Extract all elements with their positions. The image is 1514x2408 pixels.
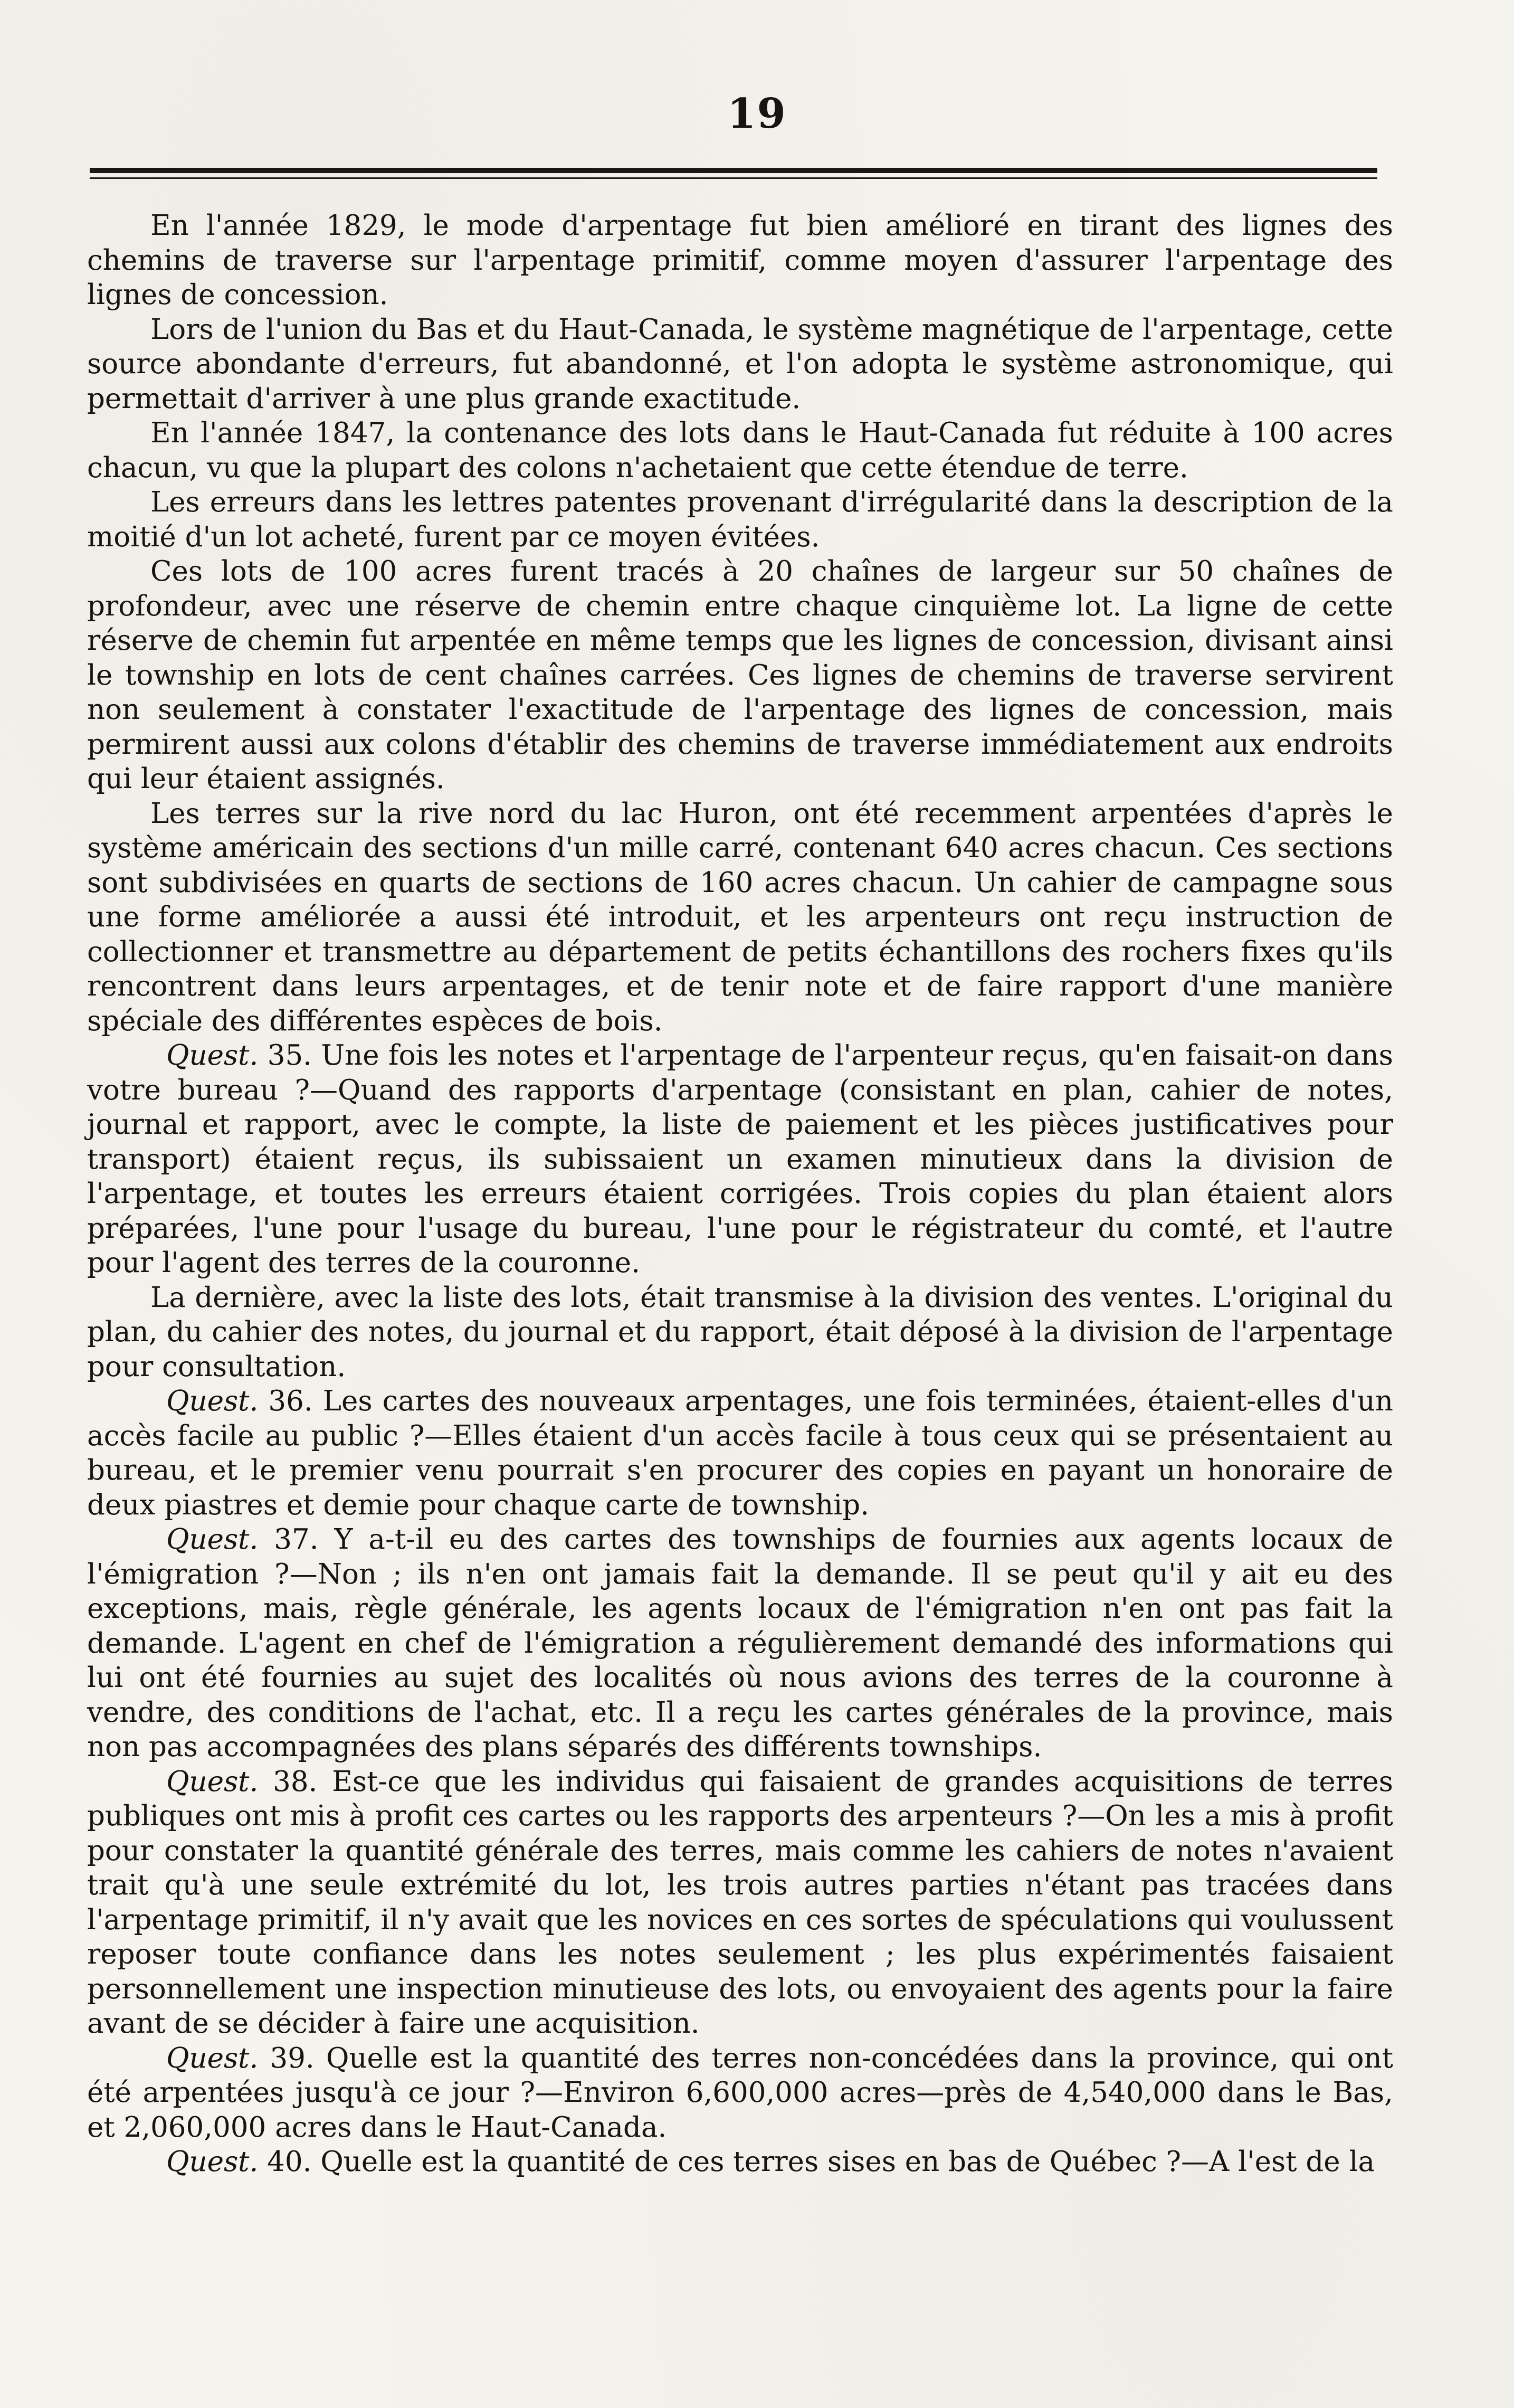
question-text: Quelle est la quantité de ces terres sises en bas de Québec ?—A l'est de la (320, 2146, 1375, 2178)
header-rule-thick (90, 168, 1377, 173)
question-number: 35. (267, 1039, 312, 1072)
question-label: Quest. (166, 1039, 259, 1072)
paragraph: Lors de l'union du Bas et du Haut-Canada, le système magnétique de l'arpentage, cette source abondante d'erreurs, fut abandonné, et l'on adopta le système astronomique, qui permettait d'arriver à une plus grande exactitude. (87, 313, 1393, 415)
question-paragraph (87, 2041, 1393, 2145)
header-rule-thin (90, 177, 1377, 179)
question-label: Quest. (166, 2042, 259, 2074)
question-text: Y a-t-il eu des cartes des townships de fournies aux agents locaux de l'émigration ?—Non ; ils n'en ont jamais fait la demande. Il se peut qu'il y ait eu des exceptions, mais, règle générale, les agents locaux de l'émigration n'en ont pas fait la demande. L'agent en chef de l'émigration a régulièrement demandé des informations qui lui ont été fournies au sujet des localités où nous avions des terres de la couronne à vendre, des conditions de l'achat, etc. Il a reçu les cartes générales de la province, mais non pas accompagnées des plans séparés des différents townships. (87, 1523, 1393, 1763)
question-label: Quest. (166, 2146, 259, 2178)
paragraph: La dernière, avec la liste des lots, était transmise à la division des ventes. L'original du plan, du cahier des notes, du journal et du rapport, était déposé à la division de l'arpentage pour consultation. (87, 1281, 1393, 1383)
paragraph: Ces lots de 100 acres furent tracés à 20 chaînes de largeur sur 50 chaînes de profondeur, avec une réserve de chemin entre chaque cinquième lot. La ligne de cette réserve de chemin fut arpentée en même temps que les lignes de concession, divisant ainsi le township en lots de cent chaînes carrées. Ces lignes de chemins de traverse servirent non seulement à constater l'exactitude de l'arpentage des lignes de concession, mais permirent aussi aux colons d'établir des chemins de traverse immédiatement aux endroits qui leur étaient assignés. (87, 555, 1393, 795)
question-paragraph (87, 2145, 1393, 2179)
question-number: 40. (267, 2146, 312, 2178)
question-label: Quest. (166, 1385, 259, 1417)
question-text: Est-ce que les individus qui faisaient de grandes acquisitions de terres publiques ont mis à profit ces cartes ou les rapports des arpenteurs ?—On les a mis à profit pour constater la quantité générale des terres, mais comme les cahiers de notes n'avaient trait qu'à une seule extrémité du lot, les trois autres parties n'étant pas tracées dans l'arpentage primitif, il n'y avait que les novices en ces sortes de spéculations qui voulussent reposer toute confiance dans les notes seulement ; les plus expérimentés faisaient personnellement une inspection minutieuse des lots, ou envoyaient des agents pour la faire avant de se décider à faire une acquisition. (87, 1765, 1393, 2040)
question-number: 38. (273, 1765, 318, 1798)
question-paragraph (87, 1384, 1393, 1522)
question-paragraph (87, 1038, 1393, 1281)
question-paragraph (87, 1765, 1393, 2041)
question-number: 36. (268, 1385, 313, 1417)
body-text (87, 208, 1393, 2179)
question-label: Quest. (166, 1523, 259, 1556)
paragraph: En l'année 1847, la contenance des lots dans le Haut-Canada fut réduite à 100 acres chacun, vu que la plupart des colons n'achetaient que cette étendue de terre. (87, 417, 1393, 484)
question-text: Une fois les notes et l'arpentage de l'arpenteur reçus, qu'en faisait-on dans votre bureau ?—Quand des rapports d'arpentage (consistant en plan, cahier de notes, journal et rapport, avec le compte, la liste de paiement et les pièces justificatives pour transport) étaient reçus, ils subissaient un examen minutieux dans la division de l'arpentage, et toutes les erreurs étaient corrigées. Trois copies du plan étaient alors préparées, l'une pour l'usage du bureau, l'une pour le régistrateur du comté, et l'autre pour l'agent des terres de la couronne. (87, 1039, 1393, 1279)
paragraph: En l'année 1829, le mode d'arpentage fut bien amélioré en tirant des lignes des chemins de traverse sur l'arpentage primitif, comme moyen d'assurer l'arpentage des lignes de concession. (87, 210, 1393, 311)
question-text: Les cartes des nouveaux arpentages, une fois terminées, étaient-elles d'un accès facile au public ?—Elles étaient d'un accès facile à tous ceux qui se présentaient au bureau, et le premier venu pourrait s'en procurer des copies en payant un honoraire de deux piastres et demie pour chaque carte de township. (87, 1385, 1393, 1521)
paragraph: Les terres sur la rive nord du lac Huron, ont été recemment arpentées d'après le système américain des sections d'un mille carré, contenant 640 acres chacun. Ces sections sont subdivisées en quarts de sections de 160 acres chacun. Un cahier de campagne sous une forme améliorée a aussi été introduit, et les arpenteurs ont reçu instruction de collectionner et transmettre au département de petits échantillons des rochers fixes qu'ils rencontrent dans leurs arpentages, et de tenir note et de faire rapport d'une manière spéciale des différentes espèces de bois. (87, 797, 1393, 1037)
paragraph: Les erreurs dans les lettres patentes provenant d'irrégularité dans la description de la moitié d'un lot acheté, furent par ce moyen évitées. (87, 486, 1393, 553)
question-text: Quelle est la quantité des terres non-concédées dans la province, qui ont été arpentées jusqu'à ce jour ?—Environ 6,600,000 acres—près de 4,540,000 dans le Bas, et 2,060,000 acres dans le Haut-Canada. (87, 2042, 1393, 2144)
page-number: 19 (727, 90, 787, 138)
question-paragraph (87, 1522, 1393, 1765)
question-label: Quest. (166, 1765, 259, 1798)
question-number: 37. (274, 1523, 319, 1556)
question-number: 39. (270, 2042, 315, 2074)
